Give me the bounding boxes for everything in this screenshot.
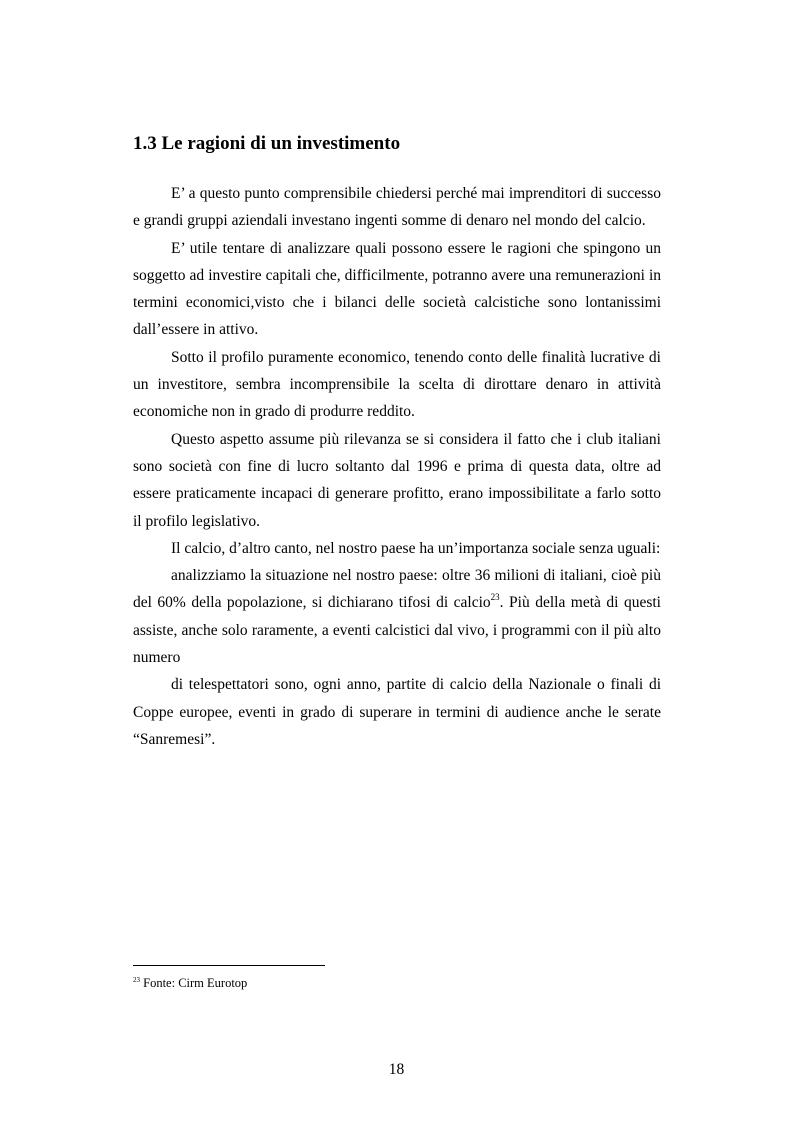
footnote-reference[interactable]: 23 — [490, 592, 500, 603]
paragraph-2: E’ utile tentare di analizzare quali possono essere le ragioni che spingono un soggetto ad investire capitali che, difficilmente, potranno avere una remunerazioni in termini economici,visto che i bilanci delle società calcistiche sono lontanissimi dall’essere in attivo. — [133, 239, 661, 339]
paragraph-1: E’ a questo punto comprensibile chiedersi perché mai imprenditori di successo e grandi gruppi aziendali investano ingenti somme di denaro nel mondo del calcio. — [133, 185, 661, 230]
paragraph-6 — [133, 562, 661, 671]
body-text — [133, 180, 661, 753]
footnote — [133, 975, 247, 991]
footnote-number: 23 — [133, 976, 140, 984]
page-number: 18 — [388, 1061, 405, 1078]
footnote-separator — [133, 965, 325, 966]
paragraph-6-text-start: analizziamo la situazione nel nostro paese: oltre 36 milioni di italiani, cioè più del 60% della popolazione, si dichiarano tifosi di calcio — [133, 567, 661, 612]
paragraph-6-text-end: . Più della metà di questi assiste, anche solo raramente, a eventi calcistici dal vivo, i programmi con il più alto numero — [133, 594, 661, 667]
paragraph-4: Questo aspetto assume più rilevanza se si considera il fatto che i club italiani sono società con fine di lucro soltanto dal 1996 e prima di questa data, oltre ad essere praticamente incapaci di generare profitto, erano impossibilitate a farlo sotto il profilo legislativo. — [133, 430, 661, 530]
paragraph-5: Il calcio, d’altro canto, nel nostro paese ha un’importanza sociale senza uguali: — [171, 539, 661, 557]
paragraph-7: di telespettatori sono, ogni anno, partite di calcio della Nazionale o finali di Coppe europee, eventi in grado di superare in termini di audience anche le serate “Sanremesi”. — [133, 676, 661, 748]
footnote-text: Fonte: Cirm Eurotop — [140, 976, 248, 990]
paragraph-3: Sotto il profilo puramente economico, tenendo conto delle finalità lucrative di un investitore, sembra incomprensibile la scelta di dirottare denaro in attività economiche non in grado di produrre reddito. — [133, 348, 661, 421]
section-heading: 1.3 Le ragioni di un investimento — [133, 133, 401, 154]
